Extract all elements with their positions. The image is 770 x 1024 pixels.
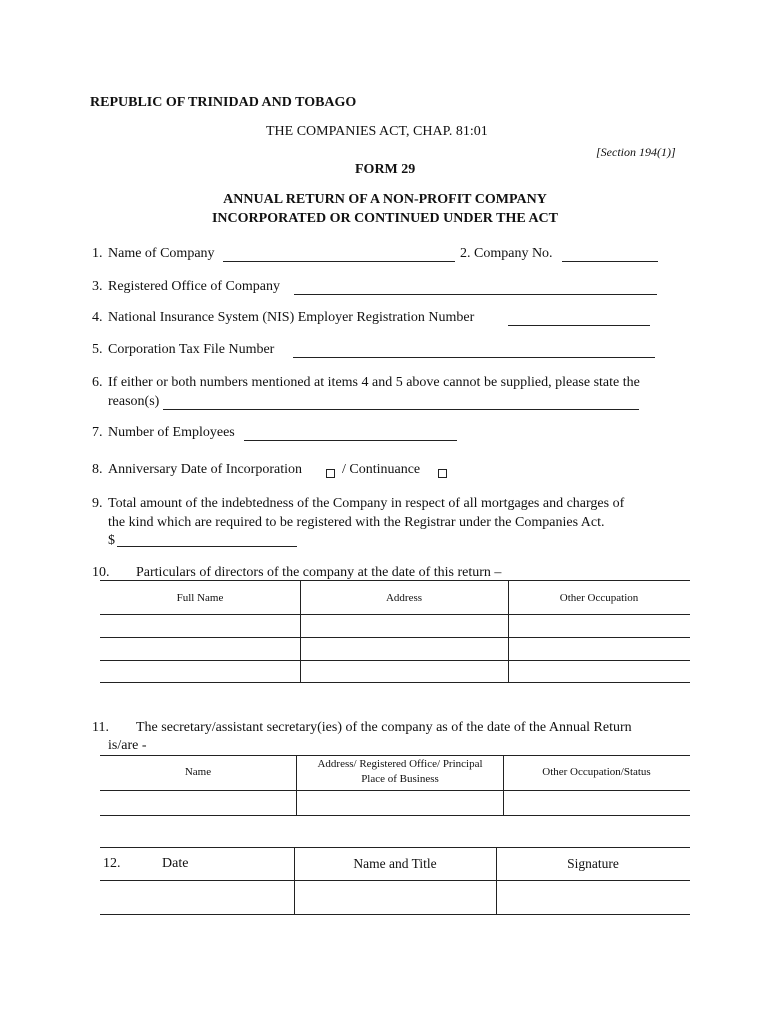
column-header-date: Date (162, 856, 189, 871)
section-10-number: 10. (92, 565, 110, 580)
item-3-number: 3. (92, 279, 103, 294)
column-header-other-occupation: Other Occupation (559, 592, 639, 604)
column-header-name: Name (184, 766, 212, 778)
item-8-label: Anniversary Date of Incorporation (108, 462, 302, 477)
incorporation-checkbox[interactable] (326, 466, 335, 484)
company-name-field[interactable] (223, 261, 455, 262)
item-4-label: National Insurance System (NIS) Employer Registration Number (108, 310, 475, 325)
item-5-number: 5. (92, 342, 103, 357)
dollar-sign: $ (108, 533, 115, 548)
employees-field[interactable] (244, 440, 457, 441)
column-header-full-name: Full Name (176, 592, 224, 604)
item-4-number: 4. (92, 310, 103, 325)
item-7-number: 7. (92, 425, 103, 440)
nis-number-field[interactable] (508, 325, 650, 326)
reasons-field[interactable] (163, 409, 639, 410)
item-1-label: Name of Company (108, 246, 215, 261)
column-header-occupation-status: Other Occupation/Status (542, 766, 651, 778)
section-11-number: 11. (92, 720, 109, 735)
item-6-line1: If either or both numbers mentioned at items 4 and 5 above cannot be supplied, please state the (108, 375, 640, 390)
column-header-address: Address (385, 592, 423, 604)
item-6-line2: reason(s) (108, 394, 160, 409)
indebtedness-amount-field[interactable] (117, 546, 297, 547)
company-number-field[interactable] (562, 261, 658, 262)
column-header-signature: Signature (567, 856, 619, 871)
section-11-title-line1: The secretary/assistant secretary(ies) of the company as of the date of the Annual Return (136, 720, 632, 735)
column-header-name-and-title: Name and Title (353, 856, 437, 871)
item-8-number: 8. (92, 462, 103, 477)
section-10-title: Particulars of directors of the company at the date of this return – (136, 565, 502, 580)
item-9-line1: Total amount of the indebtedness of the Company in respect of all mortgages and charges of (108, 496, 625, 511)
section-reference: [Section 194(1)] (596, 145, 676, 159)
item-8-continuance-label: / Continuance (342, 462, 421, 477)
item-6-number: 6. (92, 375, 103, 390)
item-3-label: Registered Office of Company (108, 279, 280, 294)
column-header-address-office: Address/ Registered Office/ Principal Place of Business (317, 758, 483, 785)
tax-file-number-field[interactable] (293, 357, 655, 358)
item-7-label: Number of Employees (108, 425, 235, 440)
continuance-checkbox[interactable] (438, 466, 447, 484)
item-1-number: 1. (92, 246, 103, 261)
section-12-number: 12. (103, 856, 121, 871)
item-5-label: Corporation Tax File Number (108, 342, 275, 357)
act-heading: THE COMPANIES ACT, CHAP. 81:01 (266, 124, 488, 139)
form-title-line1: ANNUAL RETURN OF A NON-PROFIT COMPANY (223, 192, 547, 207)
section-11-title-line2: is/are - (108, 738, 147, 753)
form-number: FORM 29 (355, 162, 416, 177)
republic-heading: REPUBLIC OF TRINIDAD AND TOBAGO (90, 95, 357, 110)
item-9-number: 9. (92, 496, 103, 511)
registered-office-field[interactable] (294, 294, 657, 295)
form-title-line2: INCORPORATED OR CONTINUED UNDER THE ACT (211, 211, 559, 226)
item-2-label: 2. Company No. (460, 246, 553, 261)
item-9-line2: the kind which are required to be registered with the Registrar under the Companies Act. (108, 515, 605, 530)
